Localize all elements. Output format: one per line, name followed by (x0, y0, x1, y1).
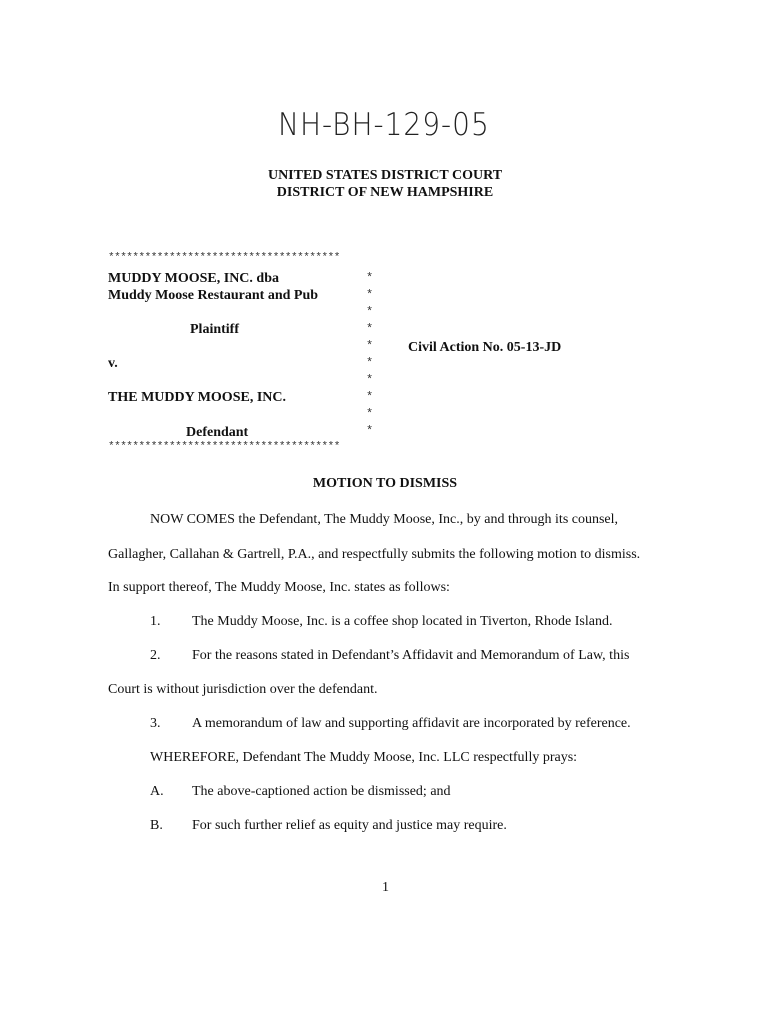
prayer-text: For such further relief as equity and justice may require. (192, 818, 507, 833)
court-district: DISTRICT OF NEW HAMPSHIRE (276, 185, 494, 200)
caption-star: * (366, 339, 374, 353)
item-number: 2. (150, 648, 161, 663)
item-number: 1. (150, 614, 161, 629)
item-text-continuation: Court is without jurisdiction over the defendant. (108, 682, 378, 697)
motion-title: MOTION TO DISMISS (312, 476, 458, 491)
prayer-letter: B. (150, 818, 163, 833)
caption-bottom-border: ************************************** (108, 441, 340, 453)
caption-star: * (366, 288, 374, 302)
civil-action-number: Civil Action No. 05-13-JD (408, 340, 562, 355)
item-text: The Muddy Moose, Inc. is a coffee shop located in Tiverton, Rhode Island. (192, 614, 613, 629)
plaintiff-dba: Muddy Moose Restaurant and Pub (108, 288, 319, 303)
prayer-letter: A. (150, 784, 164, 799)
item-text: For the reasons stated in Defendant’s Affidavit and Memorandum of Law, this (192, 648, 630, 663)
intro-line-1: NOW COMES the Defendant, The Muddy Moose, Inc., by and through its counsel, (150, 512, 619, 527)
caption-top-border: ************************************** (108, 252, 340, 264)
caption-star: * (366, 271, 374, 285)
plaintiff-label: Plaintiff (190, 322, 239, 337)
court-name: UNITED STATES DISTRICT COURT (267, 168, 503, 183)
defendant-name: THE MUDDY MOOSE, INC. (108, 390, 286, 405)
page-number: 1 (382, 880, 389, 895)
item-number: 3. (150, 716, 161, 731)
handwritten-docket-stamp: NH-BH-129-05 (278, 106, 490, 143)
caption-star: * (366, 390, 374, 404)
plaintiff-name: MUDDY MOOSE, INC. dba (108, 271, 279, 286)
caption-star: * (366, 305, 374, 319)
intro-line-2: Gallagher, Callahan & Gartrell, P.A., and respectfully submits the following motion to dismiss. (108, 547, 641, 562)
prayer-text: The above-captioned action be dismissed; and (192, 784, 451, 799)
wherefore-clause: WHEREFORE, Defendant The Muddy Moose, Inc. LLC respectfully prays: (150, 750, 578, 765)
item-text: A memorandum of law and supporting affidavit are incorporated by reference. (192, 716, 631, 731)
caption-star: * (366, 322, 374, 336)
caption-star: * (366, 356, 374, 370)
defendant-label: Defendant (186, 425, 249, 440)
versus-label: v. (108, 356, 118, 371)
caption-star: * (366, 373, 374, 387)
caption-star: * (366, 424, 374, 438)
intro-line-3: In support thereof, The Muddy Moose, Inc. states as follows: (108, 580, 450, 595)
caption-star: * (366, 407, 374, 421)
